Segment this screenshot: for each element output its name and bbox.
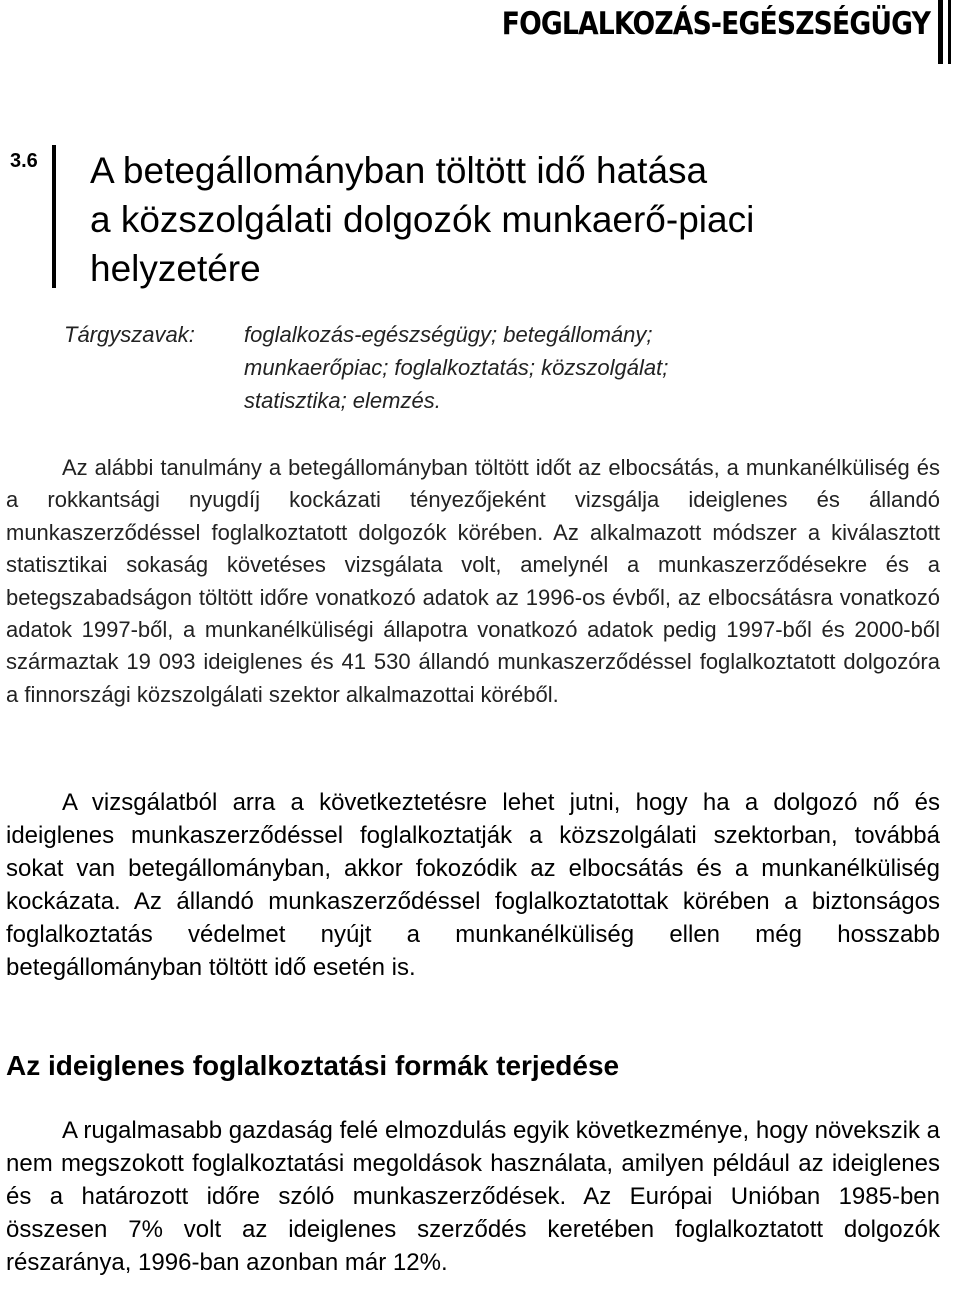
body-paragraph-1: A vizsgálatból arra a következtetésre lehet jutni, hogy ha a dolgozó nő és ideiglenes munkaszerződéssel foglalkoztatják a közszolgálati szektorban, továbbá sokat van betegállományban, akkor fokozódik az elbocsátás és a munkanélküliség kockázata. Az állandó munkaszerződéssel foglalkoztatottak körében a biztonságos foglalkoztatás védelmet nyújt a munkanélküliség ellen még hosszabb betegállományban töltött idő esetén is. bbox=[6, 789, 940, 981]
body-paragraph-2: A rugalmasabb gazdaság felé elmozdulás egyik következménye, hogy növekszik a nem megszokott foglalkoztatási megoldások használata, amilyen például az ideiglenes és a határozott időre szóló munkaszerződések. Az Európai Unióban 1985-ben összesen 7% volt az ideiglenes szerződés keretében foglalkoztatott dolgozók részaránya, 1996-ban azonban már 12%. bbox=[6, 1117, 940, 1276]
chapter-title-line-2: a közszolgálati dolgozók munkaerő-piaci bbox=[90, 199, 755, 240]
keywords-line-2: munkaerőpiac; foglalkoztatás; közszolgálat; bbox=[244, 355, 669, 380]
keywords-block bbox=[64, 318, 944, 417]
header-rule-thin bbox=[948, 0, 951, 64]
chapter-title bbox=[90, 146, 940, 293]
running-header-title: FOGLALKOZÁS-EGÉSZSÉGÜGY bbox=[501, 6, 930, 42]
keywords-label: Tárgyszavak: bbox=[64, 322, 195, 347]
chapter-title-line-1: A betegállományban töltött idő hatása bbox=[90, 150, 708, 191]
abstract bbox=[6, 452, 940, 711]
keywords-line-1: foglalkozás-egészségügy; betegállomány; bbox=[244, 322, 653, 347]
chapter-title-line-3: helyzetére bbox=[90, 248, 261, 289]
keywords-line-3: statisztika; elemzés. bbox=[244, 388, 441, 413]
section-number: 3.6 bbox=[10, 150, 38, 172]
header-rule-thick bbox=[938, 0, 943, 64]
section-heading: Az ideiglenes foglalkoztatási formák terjedése bbox=[6, 1050, 620, 1081]
abstract-paragraph: Az alábbi tanulmány a betegállományban töltött időt az elbocsátás, a munkanélküliség és a rokkantsági nyugdíj kockázati tényezőjeként vizsgálja ideiglenes és állandó munkaszerződéssel foglalkoztatott dolgozók körében. Az alkalmazott módszer a kiválasztott statisztikai sokaság követéses vizsgálata volt, amelynél a munkaszerződésekre és a betegszabadságon töltött időre vonatkozó adatok az 1996-os évből, az elbocsátásra vonatkozó adatok 1997-ből, a munkanélküliségi állapotra vonatkozó adatok pedig 1997-ből és 2000-ből származtak 19 093 ideiglenes és 41 530 állandó munkaszerződéssel foglalkoztatott dolgozóra a finnországi közszolgálati szektor alkalmazottai köréből. bbox=[6, 455, 940, 707]
section-rule bbox=[52, 145, 56, 288]
